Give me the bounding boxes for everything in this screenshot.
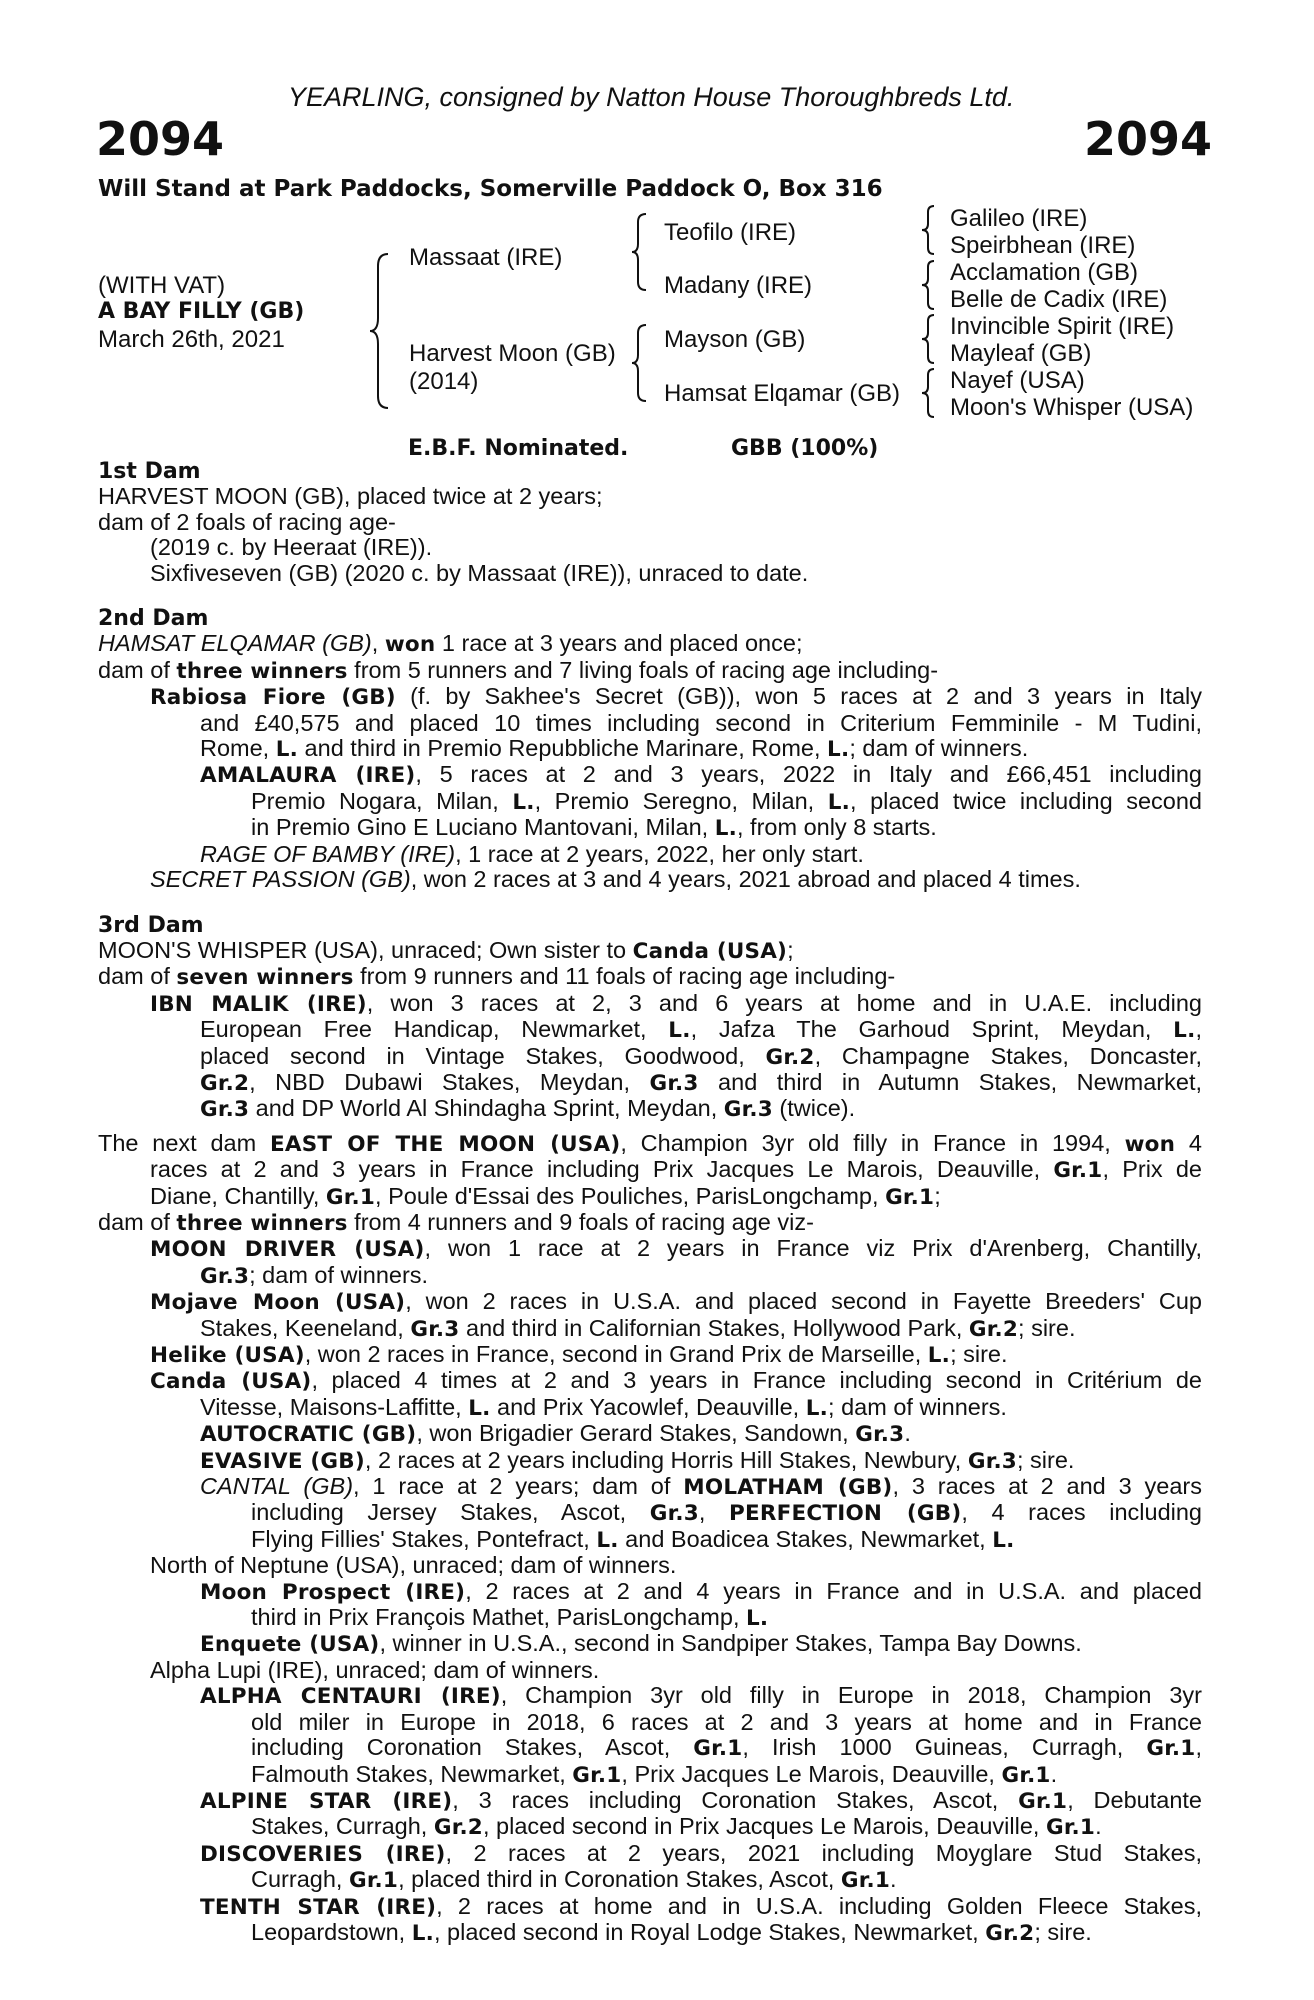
foaling-date: March 26th, 2021: [98, 326, 285, 353]
second-dam-line: dam of three winners from 5 runners and 7 living foals of racing age including-: [98, 656, 939, 684]
next-dam-line: Stakes, Curragh, Gr.2, placed second in Prix Jacques Le Marois, Deauville, Gr.1.: [251, 1813, 1102, 1841]
third-dam-line: Gr.2, NBD Dubawi Stakes, Meydan, Gr.3 and third in Autumn Stakes, Newmarket,: [200, 1068, 1203, 1096]
pedigree-g4: Belle de Cadix (IRE): [950, 286, 1168, 313]
next-dam-line: races at 2 and 3 years in France including Prix Jacques Le Marois, Deauville, Gr.1, Prix de: [150, 1156, 1203, 1184]
next-dam-line: Leopardstown, L., placed second in Royal Lodge Stakes, Newmarket, Gr.2; sire.: [251, 1918, 1092, 1946]
third-dam-line: Gr.3 and DP World Al Shindagha Sprint, Meydan, Gr.3 (twice).: [200, 1095, 856, 1123]
first-dam-line: (2019 c. by Heeraat (IRE)).: [150, 534, 433, 561]
third-dam-line: IBN MALIK (IRE), won 3 races at 2, 3 and 6 years at home and in U.A.E. including: [150, 989, 1202, 1017]
third-dam-line: European Free Handicap, Newmarket, L., Jafza The Garhoud Sprint, Meydan, L.,: [200, 1016, 1202, 1044]
pedigree-sire: Massaat (IRE): [409, 244, 563, 271]
second-dam-line: SECRET PASSION (GB), won 2 races at 3 and 4 years, 2021 abroad and placed 4 times.: [150, 866, 1081, 893]
first-dam-line: dam of 2 foals of racing age-: [98, 508, 396, 535]
next-dam-line: ALPHA CENTAURI (IRE), Champion 3yr old filly in Europe in 2018, Champion 3yr: [200, 1682, 1202, 1710]
consignment-line: YEARLING, consigned by Natton House Thoroughbreds Ltd.: [288, 82, 1015, 112]
next-dam-line: third in Prix François Mathet, ParisLongchamp, L.: [251, 1604, 769, 1632]
second-dam-line: Rome, L. and third in Premio Repubbliche Marinare, Rome, L.; dam of winners.: [200, 735, 1029, 763]
pedigree-dam-dam: Hamsat Elqamar (GB): [664, 380, 901, 407]
third-dam-line: placed second in Vintage Stakes, Goodwood, Gr.2, Champagne Stakes, Doncaster,: [200, 1042, 1203, 1070]
next-dam-line: Enquete (USA), winner in U.S.A., second in Sandpiper Stakes, Tampa Bay Downs.: [200, 1630, 1082, 1658]
second-dam-line: in Premio Gino E Luciano Mantovani, Milan, L., from only 8 starts.: [251, 814, 937, 842]
pedigree-dam: Harvest Moon (GB): [409, 340, 616, 367]
next-dam-line: CANTAL (GB), 1 race at 2 years; dam of MOLATHAM (GB), 3 races at 2 and 3 years: [200, 1473, 1202, 1501]
next-dam-line: Helike (USA), won 2 races in France, second in Grand Prix de Marseille, L.; sire.: [150, 1341, 1008, 1368]
horse-name: A BAY FILLY (GB): [98, 299, 305, 324]
next-dam-line: ALPINE STAR (IRE), 3 races including Coronation Stakes, Ascot, Gr.1, Debutante: [200, 1786, 1203, 1814]
next-dam-line: including Coronation Stakes, Ascot, Gr.1, Irish 1000 Guineas, Curragh, Gr.1,: [251, 1734, 1202, 1762]
catalogue-body: [98, 459, 1202, 1946]
stand-location: Will Stand at Park Paddocks, Somerville Paddock O, Box 316: [98, 176, 883, 202]
next-dam-line: Vitesse, Maisons-Laffitte, L. and Prix Yacowlef, Deauville, L.; dam of winners.: [200, 1393, 1007, 1421]
next-dam-line: Curragh, Gr.1, placed third in Coronation Stakes, Ascot, Gr.1.: [251, 1866, 897, 1894]
pedigree-brace-main: [368, 252, 392, 410]
next-dam-line: Diane, Chantilly, Gr.1, Poule d'Essai des Pouliches, ParisLongchamp, Gr.1;: [150, 1182, 941, 1210]
pedigree-g7: Nayef (USA): [950, 367, 1085, 394]
pedigree-brace-g3: [920, 313, 938, 365]
second-dam-line: Rabiosa Fiore (GB) (f. by Sakhee's Secret (GB)), won 5 races at 2 and 3 years in Italy: [150, 683, 1202, 711]
next-dam-line: DISCOVERIES (IRE), 2 races at 2 years, 2021 including Moyglare Stud Stakes,: [200, 1839, 1202, 1867]
next-dam-line: Stakes, Keeneland, Gr.3 and third in Californian Stakes, Hollywood Park, Gr.2; sire.: [200, 1314, 1076, 1342]
second-dam-line: RAGE OF BAMBY (IRE), 1 race at 2 years, 2022, her only start.: [200, 840, 864, 867]
first-dam-line: Sixfiveseven (GB) (2020 c. by Massaat (IRE)), unraced to date.: [150, 559, 809, 586]
vat-note: (WITH VAT): [98, 272, 226, 299]
first-dam-heading: 1st Dam: [98, 459, 201, 484]
lot-number-right: 2094: [1084, 112, 1213, 166]
third-dam-line: dam of seven winners from 9 runners and 11 foals of racing age including-: [98, 963, 896, 991]
pedigree-brace-g1: [920, 204, 938, 256]
pedigree-brace-dam: [630, 323, 650, 403]
lot-number-left: 2094: [96, 112, 225, 166]
next-dam-line: Alpha Lupi (IRE), unraced; dam of winners.: [150, 1656, 600, 1683]
pedigree-g1: Galileo (IRE): [950, 205, 1088, 232]
pedigree-g3: Acclamation (GB): [950, 259, 1139, 286]
next-dam-line: North of Neptune (USA), unraced; dam of winners.: [150, 1552, 677, 1579]
second-dam-line: Premio Nogara, Milan, L., Premio Seregno, Milan, L., placed twice including second: [251, 787, 1202, 815]
second-dam-heading: 2nd Dam: [98, 606, 209, 632]
next-dam-line: Gr.3; dam of winners.: [200, 1261, 429, 1289]
next-dam-line: including Jersey Stakes, Ascot, Gr.3, PERFECTION (GB), 4 races including: [251, 1499, 1203, 1527]
next-dam-line: The next dam EAST OF THE MOON (USA), Champion 3yr old filly in France in 1994, won 4: [98, 1129, 1202, 1157]
pedigree-brace-sire: [630, 212, 650, 292]
second-dam-line: HAMSAT ELQAMAR (GB), won 1 race at 3 years and placed once;: [98, 630, 803, 658]
second-dam-line: and £40,575 and placed 10 times including second in Criterium Femminile - M Tudini,: [200, 709, 1202, 736]
third-dam-line: MOON'S WHISPER (USA), unraced; Own sister to Canda (USA);: [98, 936, 794, 964]
pedigree-dam-year: (2014): [409, 368, 479, 395]
next-dam-line: EVASIVE (GB), 2 races at 2 years including Horris Hill Stakes, Newbury, Gr.3; sire.: [200, 1446, 1075, 1474]
next-dam-line: Flying Fillies' Stakes, Pontefract, L. and Boadicea Stakes, Newmarket, L.: [251, 1525, 1015, 1553]
pedigree-g8: Moon's Whisper (USA): [950, 394, 1194, 421]
pedigree-brace-g2: [920, 259, 938, 311]
ebf-badge: E.B.F. Nominated.: [408, 436, 629, 461]
second-dam-line: AMALAURA (IRE), 5 races at 2 and 3 years, 2022 in Italy and £66,451 including: [200, 761, 1203, 789]
third-dam-heading: 3rd Dam: [98, 912, 204, 938]
next-dam-line: Moon Prospect (IRE), 2 races at 2 and 4 years in France and in U.S.A. and placed: [200, 1577, 1202, 1605]
next-dam-line: MOON DRIVER (USA), won 1 race at 2 years in France viz Prix d'Arenberg, Chantilly,: [150, 1235, 1202, 1263]
next-dam-line: Canda (USA), placed 4 times at 2 and 3 years in France including second in Critérium de: [150, 1367, 1202, 1395]
gbb-badge: GBB (100%): [731, 436, 879, 461]
next-dam-line: dam of three winners from 4 runners and 9 foals of racing age viz-: [98, 1208, 814, 1236]
next-dam-line: Mojave Moon (USA), won 2 races in U.S.A. and placed second in Fayette Breeders' Cup: [150, 1288, 1202, 1316]
pedigree-dam-sire: Mayson (GB): [664, 326, 806, 353]
next-dam-line: AUTOCRATIC (GB), won Brigadier Gerard Stakes, Sandown, Gr.3.: [200, 1420, 911, 1448]
first-dam-line: HARVEST MOON (GB), placed twice at 2 years;: [98, 483, 603, 510]
next-dam-line: old miler in Europe in 2018, 6 races at 2 and 3 years at home and in France: [251, 1708, 1202, 1735]
pedigree-sire-dam: Madany (IRE): [664, 272, 813, 299]
pedigree-g2: Speirbhean (IRE): [950, 232, 1136, 259]
next-dam-line: TENTH STAR (IRE), 2 races at home and in U.S.A. including Golden Fleece Stakes,: [200, 1892, 1202, 1920]
next-dam-line: Falmouth Stakes, Newmarket, Gr.1, Prix Jacques Le Marois, Deauville, Gr.1.: [251, 1760, 1058, 1788]
pedigree-g6: Mayleaf (GB): [950, 340, 1092, 367]
pedigree-g5: Invincible Spirit (IRE): [950, 313, 1175, 340]
pedigree-sire-sire: Teofilo (IRE): [664, 219, 797, 246]
pedigree-brace-g4: [920, 367, 938, 419]
